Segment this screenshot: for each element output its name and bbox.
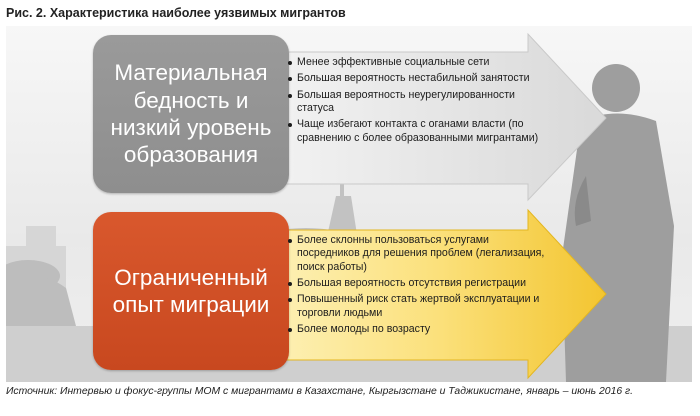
bullet-item: Большая вероятность нестабильной занятости — [288, 72, 546, 85]
bullet-list-poverty-education — [288, 56, 546, 148]
category-label: Ограниченный опыт миграции — [112, 264, 270, 317]
bullet-item: Большая вероятность отсутствия регистрации — [288, 277, 550, 290]
diagram-panel — [6, 26, 692, 382]
category-box-limited-experience — [93, 212, 289, 370]
figure-source: Источник: Интервью и фокус-группы МОМ с мигрантами в Казахстане, Кыргызстане и Таджикистане, январь – июнь 2016 г. — [6, 386, 634, 397]
bullet-item: Более молоды по возрасту — [288, 323, 550, 336]
bullet-item: Более склонны пользоваться услугами посредников для решения проблем (легализация, поиск работы) — [288, 234, 550, 274]
category-box-poverty-education — [93, 35, 289, 193]
bullet-item: Повышенный риск стать жертвой эксплуатации и торговли людьми — [288, 293, 550, 320]
bullet-item: Чаще избегают контакта с оганами власти (по сравнению с более образованными мигрантами) — [288, 118, 546, 145]
category-label: Материальная бедность и низкий уровень образования — [110, 60, 272, 168]
bullet-item: Менее эффективные социальные сети — [288, 56, 546, 69]
figure-title: Рис. 2. Характеристика наиболее уязвимых мигрантов — [6, 6, 346, 20]
bullet-list-limited-experience — [288, 234, 550, 339]
bullet-item: Большая вероятность неурегулированности статуса — [288, 89, 546, 116]
